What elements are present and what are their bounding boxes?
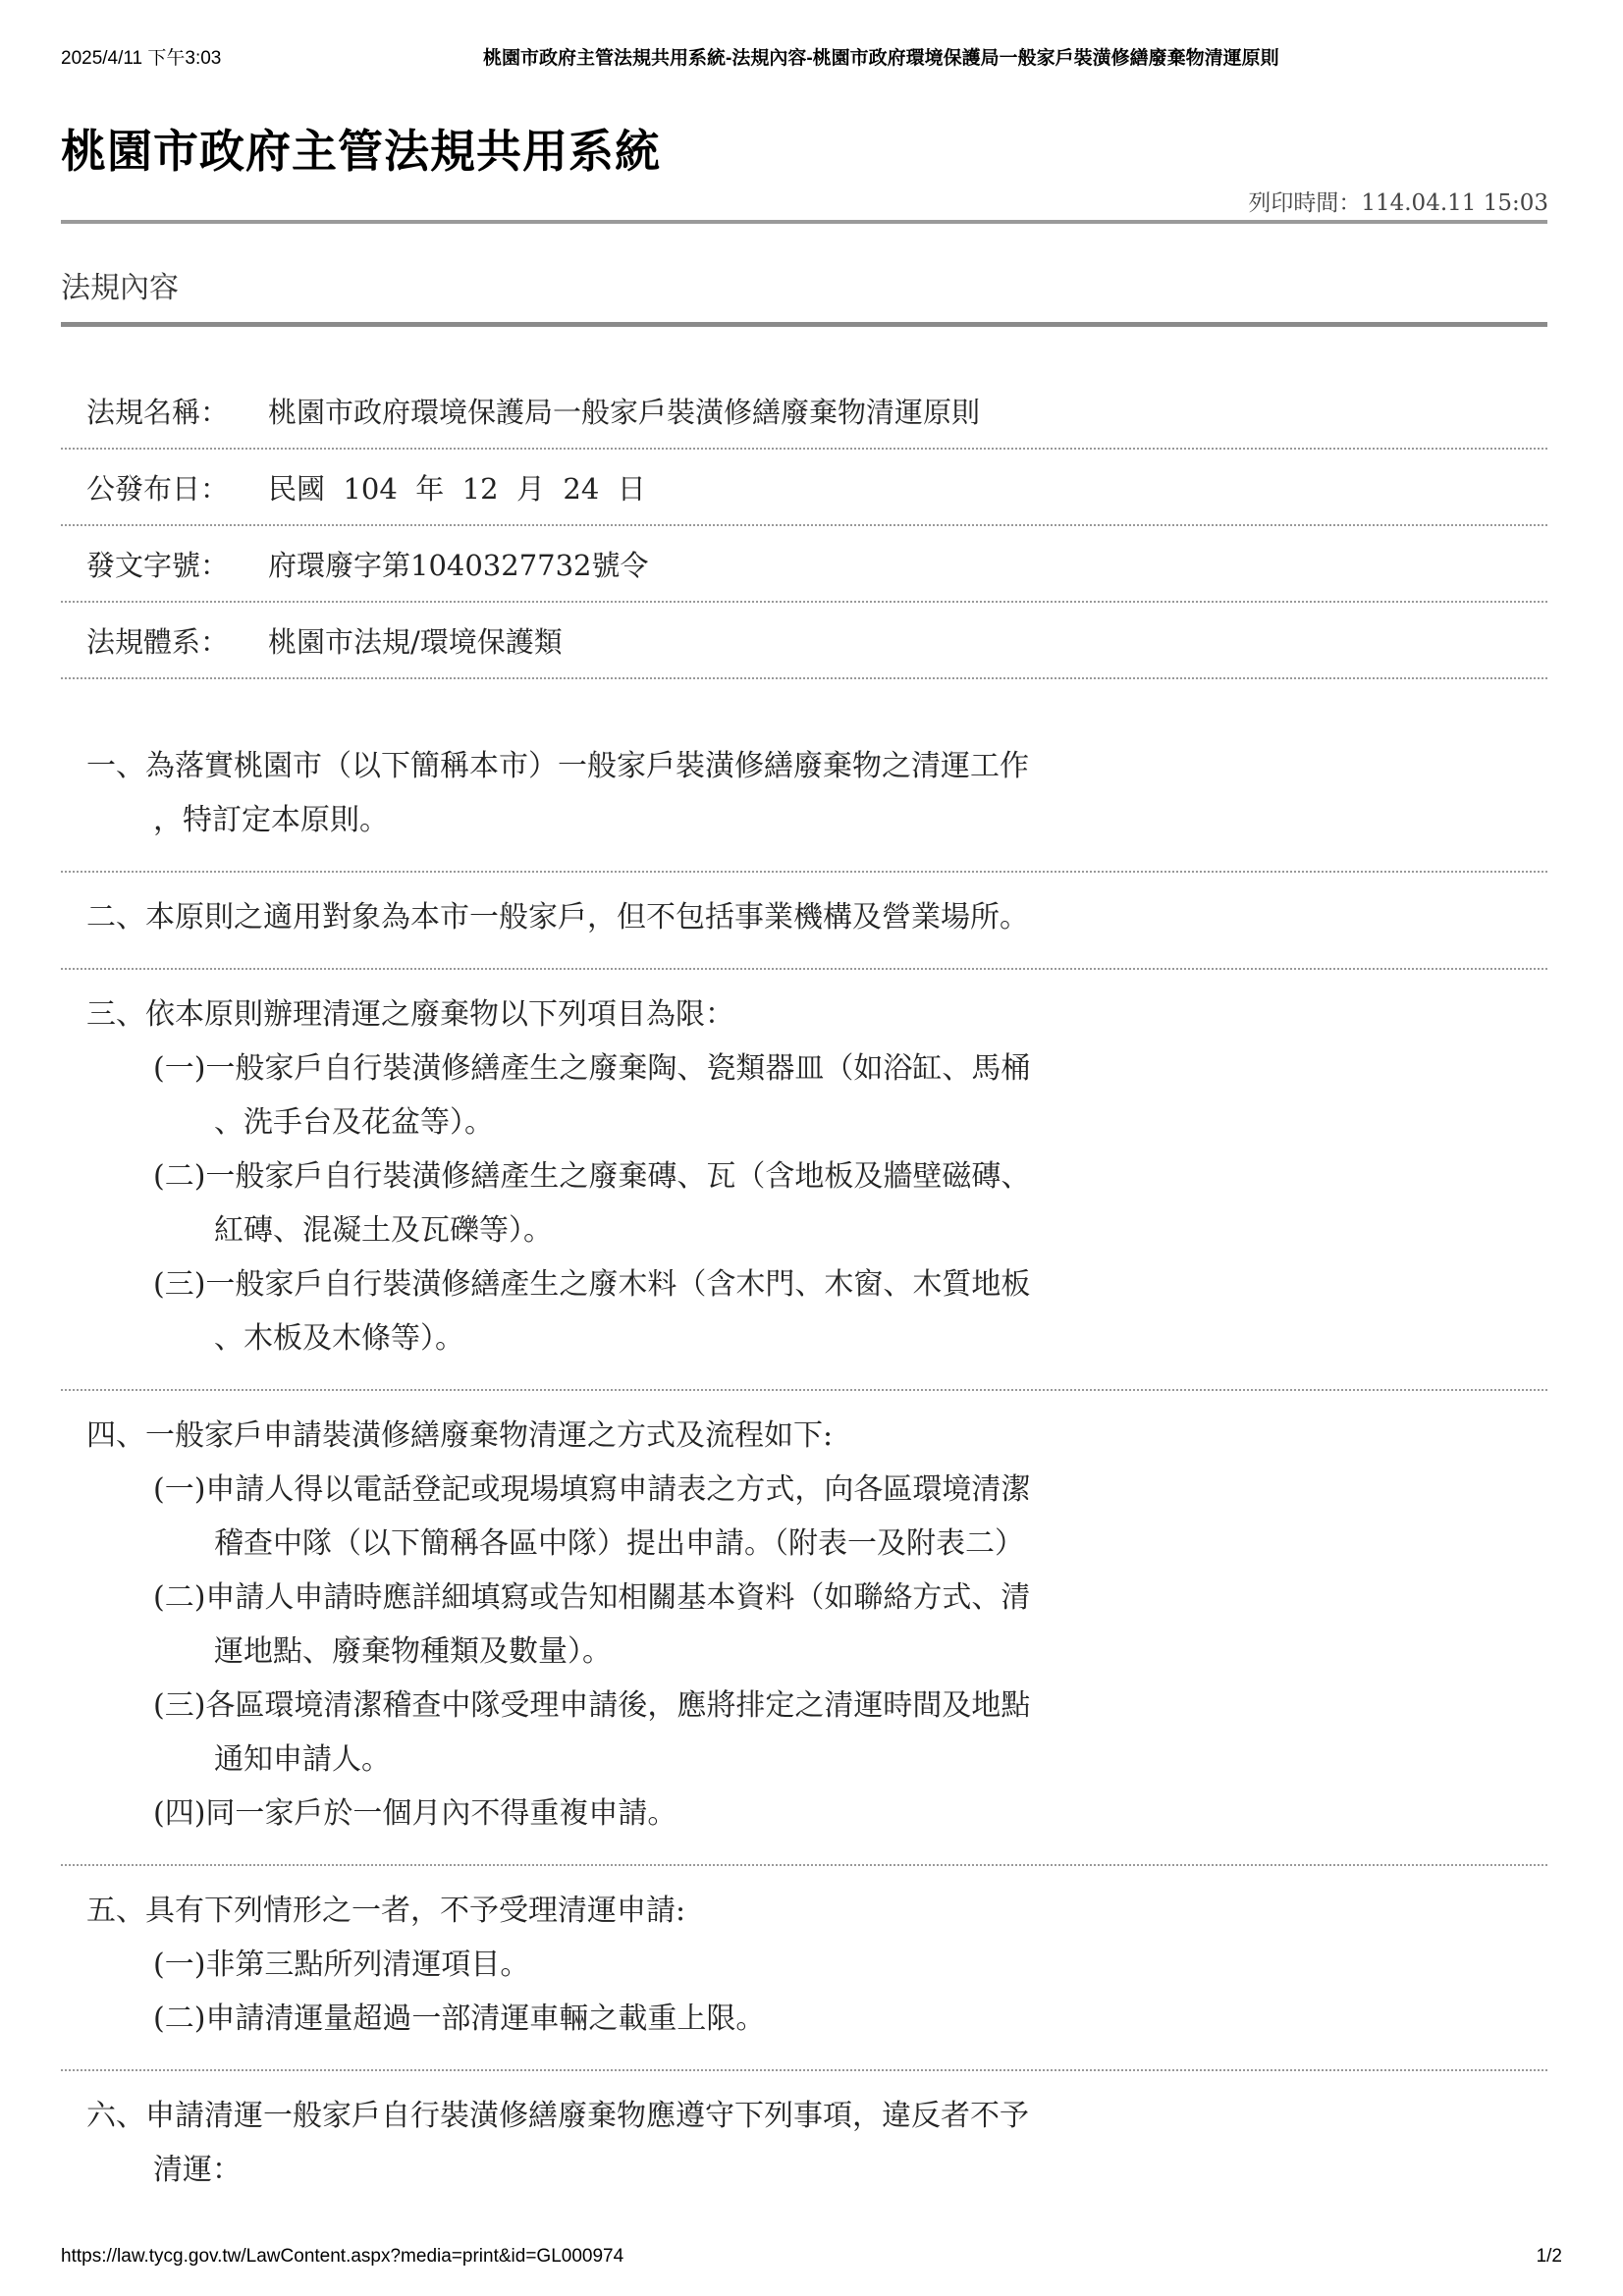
meta-label: 法規體系： [86, 624, 230, 659]
page-number: 1/2 [1536, 2246, 1562, 2267]
meta-value: 桃園市政府環境保護局一般家戶裝潢修繕廢棄物清運原則 [268, 395, 981, 429]
print-page-title: 桃園市政府主管法規共用系統-法規內容-桃園市政府環境保護局一般家戶裝潢修繕廢棄物清運原則 [483, 48, 1279, 69]
article-6 [61, 2071, 1547, 2220]
article-item: (三)各區環境清潔稽查中隊受理申請後，應將排定之清運時間及地點 [153, 1688, 1031, 1723]
article-item-continuation: 運地點、廢棄物種類及數量）。 [214, 1634, 612, 1669]
meta-value: 桃園市法規/環境保護類 [268, 624, 563, 659]
article-3 [61, 970, 1547, 1391]
article-line: 三、依本原則辦理清運之廢棄物以下列項目為限： [86, 997, 734, 1032]
article-item: (四)同一家戶於一個月內不得重複申請。 [153, 1796, 677, 1831]
article-item: (二)一般家戶自行裝潢修繕產生之廢棄磚、瓦（含地板及牆壁磁磚、 [153, 1159, 1031, 1194]
section-divider [61, 322, 1547, 327]
article-item: (一)非第三點所列清運項目。 [153, 1948, 530, 1982]
article-item-continuation: 、洗手台及花盆等）。 [214, 1105, 494, 1140]
meta-value: 府環廢字第1040327732號令 [268, 548, 649, 582]
meta-label: 發文字號： [86, 548, 230, 582]
article-item-continuation: 稽查中隊（以下簡稱各區中隊）提出申請。（附表一及附表二） [214, 1526, 1024, 1561]
meta-row-document-number [61, 526, 1547, 603]
article-line: 六、申請清運一般家戶自行裝潢修繕廢棄物應遵守下列事項，違反者不予 [86, 2099, 1029, 2133]
article-item: (三)一般家戶自行裝潢修繕產生之廢木料（含木門、木窗、木質地板 [153, 1267, 1031, 1302]
article-item-continuation: 、木板及木條等）。 [214, 1321, 464, 1356]
article-5 [61, 1866, 1547, 2071]
meta-label: 公發布日： [86, 471, 230, 506]
header-divider [61, 220, 1547, 224]
article-item: (二)申請人申請時應詳細填寫或告知相關基本資料（如聯絡方式、清 [153, 1580, 1031, 1615]
article-line: 四、一般家戶申請裝潢修繕廢棄物清運之方式及流程如下: [86, 1418, 834, 1453]
article-line: ，特訂定本原則。 [153, 803, 389, 837]
article-line: 五、具有下列情形之一者，不予受理清運申請: [86, 1894, 686, 1928]
article-item: (一)申請人得以電話登記或現場填寫申請表之方式，向各區環境清潔 [153, 1472, 1031, 1507]
meta-row-name [61, 373, 1547, 450]
regulation-articles [61, 721, 1547, 2220]
print-time: 列印時間：114.04.11 15:03 [1248, 190, 1548, 216]
meta-row-date [61, 450, 1547, 526]
article-2 [61, 873, 1547, 970]
article-item: (二)申請清運量超過一部清運車輛之載重上限。 [153, 2002, 766, 2036]
article-line: 二、本原則之適用對象為本市一般家戶，但不包括事業機構及營業場所。 [86, 900, 1029, 934]
meta-value: 民國 104 年 12 月 24 日 [268, 471, 646, 506]
article-1 [61, 721, 1547, 873]
article-item: (一)一般家戶自行裝潢修繕產生之廢棄陶、瓷類器皿（如浴缸、馬桶 [153, 1051, 1031, 1086]
print-date: 2025/4/11 下午3:03 [61, 48, 222, 69]
article-item-continuation: 通知申請人。 [214, 1742, 391, 1777]
regulation-metadata [61, 373, 1547, 679]
article-4 [61, 1391, 1547, 1866]
meta-row-system [61, 603, 1547, 679]
section-title: 法規內容 [61, 271, 179, 305]
meta-label: 法規名稱： [86, 395, 230, 429]
article-item-continuation: 紅磚、混凝土及瓦礫等）。 [214, 1213, 553, 1248]
article-line: 清運： [153, 2153, 242, 2187]
article-line: 一、為落實桃園市（以下簡稱本市）一般家戶裝潢修繕廢棄物之清運工作 [86, 749, 1029, 783]
page-url: https://law.tycg.gov.tw/LawContent.aspx?media=print&id=GL000974 [61, 2246, 624, 2267]
print-header [61, 43, 1562, 73]
site-title: 桃園市政府主管法規共用系統 [61, 125, 661, 178]
